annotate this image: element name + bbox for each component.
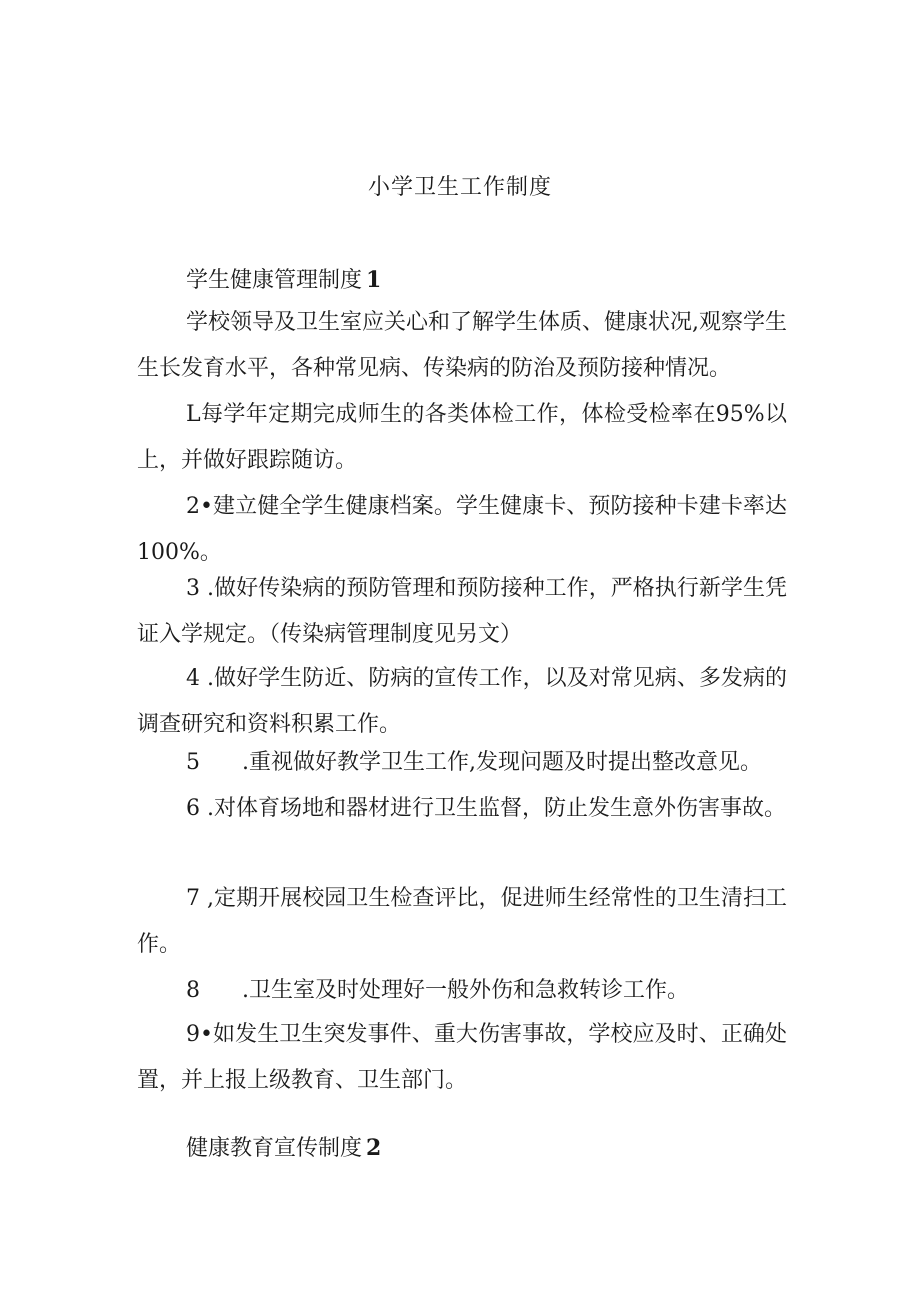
section-heading-text: 学生健康管理制度 [186,268,363,293]
paragraph-item-1: L每学年定期完成师生的各类体检工作，体检受检率在95%以上，并做好跟踪随访。 [137,402,787,473]
paragraph-item-2: 2•建立健全学生健康档案。学生健康卡、预防接种卡建卡率达100%。 [137,494,787,565]
paragraph-item-5 [137,740,787,786]
section-heading-1 [186,262,381,299]
section-heading-text: 健康教育宣传制度 [186,1136,363,1161]
paragraph-item-4: 4 .做好学生防近、防病的宣传工作，以及对常见病、多发病的调查研究和资料积累工作。 [137,666,787,737]
paragraph-intro: 学校领导及卫生室应关心和了解学生体质、健康状况,观察学生生长发育水平，各种常见病、传染病的防治及预防接种情况。 [137,310,787,381]
paragraph-item-9: 9•如发生卫生突发事件、重大伤害事故，学校应及时、正确处置，并上报上级教育、卫生部门。 [137,1022,787,1093]
item-text: .重视做好教学卫生工作,发现问题及时提出整改意见。 [242,750,762,775]
paragraph-item-7: 7 ,定期开展校园卫生检查评比，促进师生经常性的卫生清扫工作。 [137,886,787,957]
item-number: 8 [186,978,200,1003]
section-heading-number: 1 [366,267,382,293]
paragraph-item-8 [137,968,787,1014]
document-title: 小学卫生工作制度 [367,175,552,200]
paragraph-item-6: 6 .对体育场地和器材进行卫生监督，防止发生意外伤害事故。 [186,796,786,821]
paragraph-item-3: 3 .做好传染病的预防管理和预防接种工作，严格执行新学生凭证入学规定。（传染病管理制度见另文） [137,576,787,647]
item-number: 5 [186,750,200,775]
item-text: .卫生室及时处理好一般外伤和急救转诊工作。 [242,978,689,1003]
section-heading-number: 2 [366,1135,382,1161]
section-heading-2 [186,1130,381,1167]
